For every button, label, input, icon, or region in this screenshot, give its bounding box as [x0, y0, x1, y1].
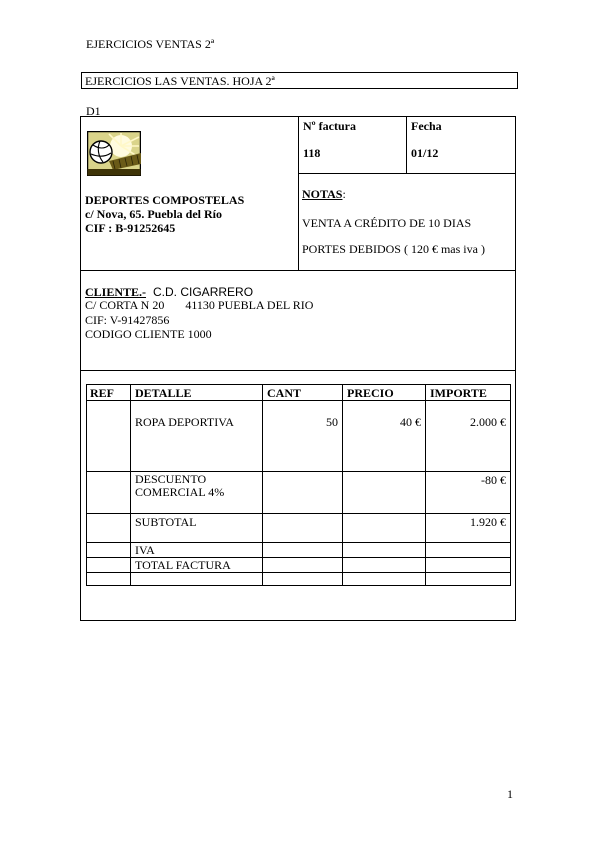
client-bottom-line: [80, 370, 516, 371]
client-line-1: [85, 285, 253, 299]
notes-label: NOTAS: [302, 187, 343, 201]
row-5-detalle: TOTAL FACTURA: [135, 558, 231, 572]
client-city: 41130 PUEBLA DEL RIO: [185, 298, 314, 312]
header-ref: REF: [90, 386, 114, 400]
row-1-detalle: ROPA DEPORTIVA: [135, 415, 234, 429]
row-3-detalle: SUBTOTAL: [135, 515, 197, 529]
header-precio: PRECIO: [347, 386, 394, 400]
company-name: DEPORTES COMPOSTELAS: [85, 193, 245, 207]
invoice-date-label: Fecha: [411, 119, 442, 133]
row-line-header: [86, 400, 511, 401]
row-2-detalle: DESCUENTO COMERCIAL 4%: [135, 472, 225, 499]
row-line-2: [86, 513, 511, 514]
row-4-detalle: IVA: [135, 543, 155, 557]
row-1-precio: 40 €: [400, 415, 421, 429]
subtitle-box: [81, 72, 518, 89]
company-cif: CIF : B-91252645: [85, 221, 176, 235]
client-top-line: [80, 270, 516, 271]
row-3-importe: 1.920 €: [470, 515, 506, 529]
row-1-cant: 50: [326, 415, 338, 429]
client-code: CODIGO CLIENTE 1000: [85, 327, 212, 341]
header-importe: IMPORTE: [430, 386, 487, 400]
row-2-importe: -80 €: [481, 473, 506, 487]
notes-colon: :: [342, 187, 346, 201]
notes-heading: [302, 187, 346, 201]
col-line-1: [130, 384, 131, 586]
doc-code: D1: [86, 104, 101, 118]
client-label: CLIENTE.-: [85, 285, 147, 299]
page-number: 1: [507, 787, 513, 801]
client-name: C.D. CIGARRERO: [153, 285, 254, 299]
row-1-importe: 2.000 €: [470, 415, 506, 429]
company-address: c/ Nova, 65. Puebla del Río: [85, 207, 222, 221]
header-detalle: DETALLE: [135, 386, 192, 400]
header-divider-vertical: [298, 116, 299, 270]
invoice-date-divider: [406, 116, 407, 173]
invoice-date: 01/12: [411, 146, 439, 160]
page-header: EJERCICIOS VENTAS 2ª: [86, 37, 215, 51]
invoice-number: 118: [303, 146, 321, 160]
notes-line-1: VENTA A CRÉDITO DE 10 DIAS: [302, 216, 472, 230]
client-street: C/ CORTA N 20: [85, 298, 165, 312]
header-cant: CANT: [267, 386, 302, 400]
subtitle-text: EJERCICIOS LAS VENTAS. HOJA 2ª: [85, 74, 275, 88]
volleyball-logo-icon: [87, 131, 141, 176]
invoice-number-label: Nº factura: [303, 119, 356, 133]
notes-line-2: PORTES DEBIDOS ( 120 € mas iva ): [302, 242, 485, 256]
invoice-divider-line: [298, 173, 516, 174]
client-cif: CIF: V-91427856: [85, 313, 170, 327]
client-address-line: [85, 298, 313, 312]
row-line-5: [86, 572, 511, 573]
